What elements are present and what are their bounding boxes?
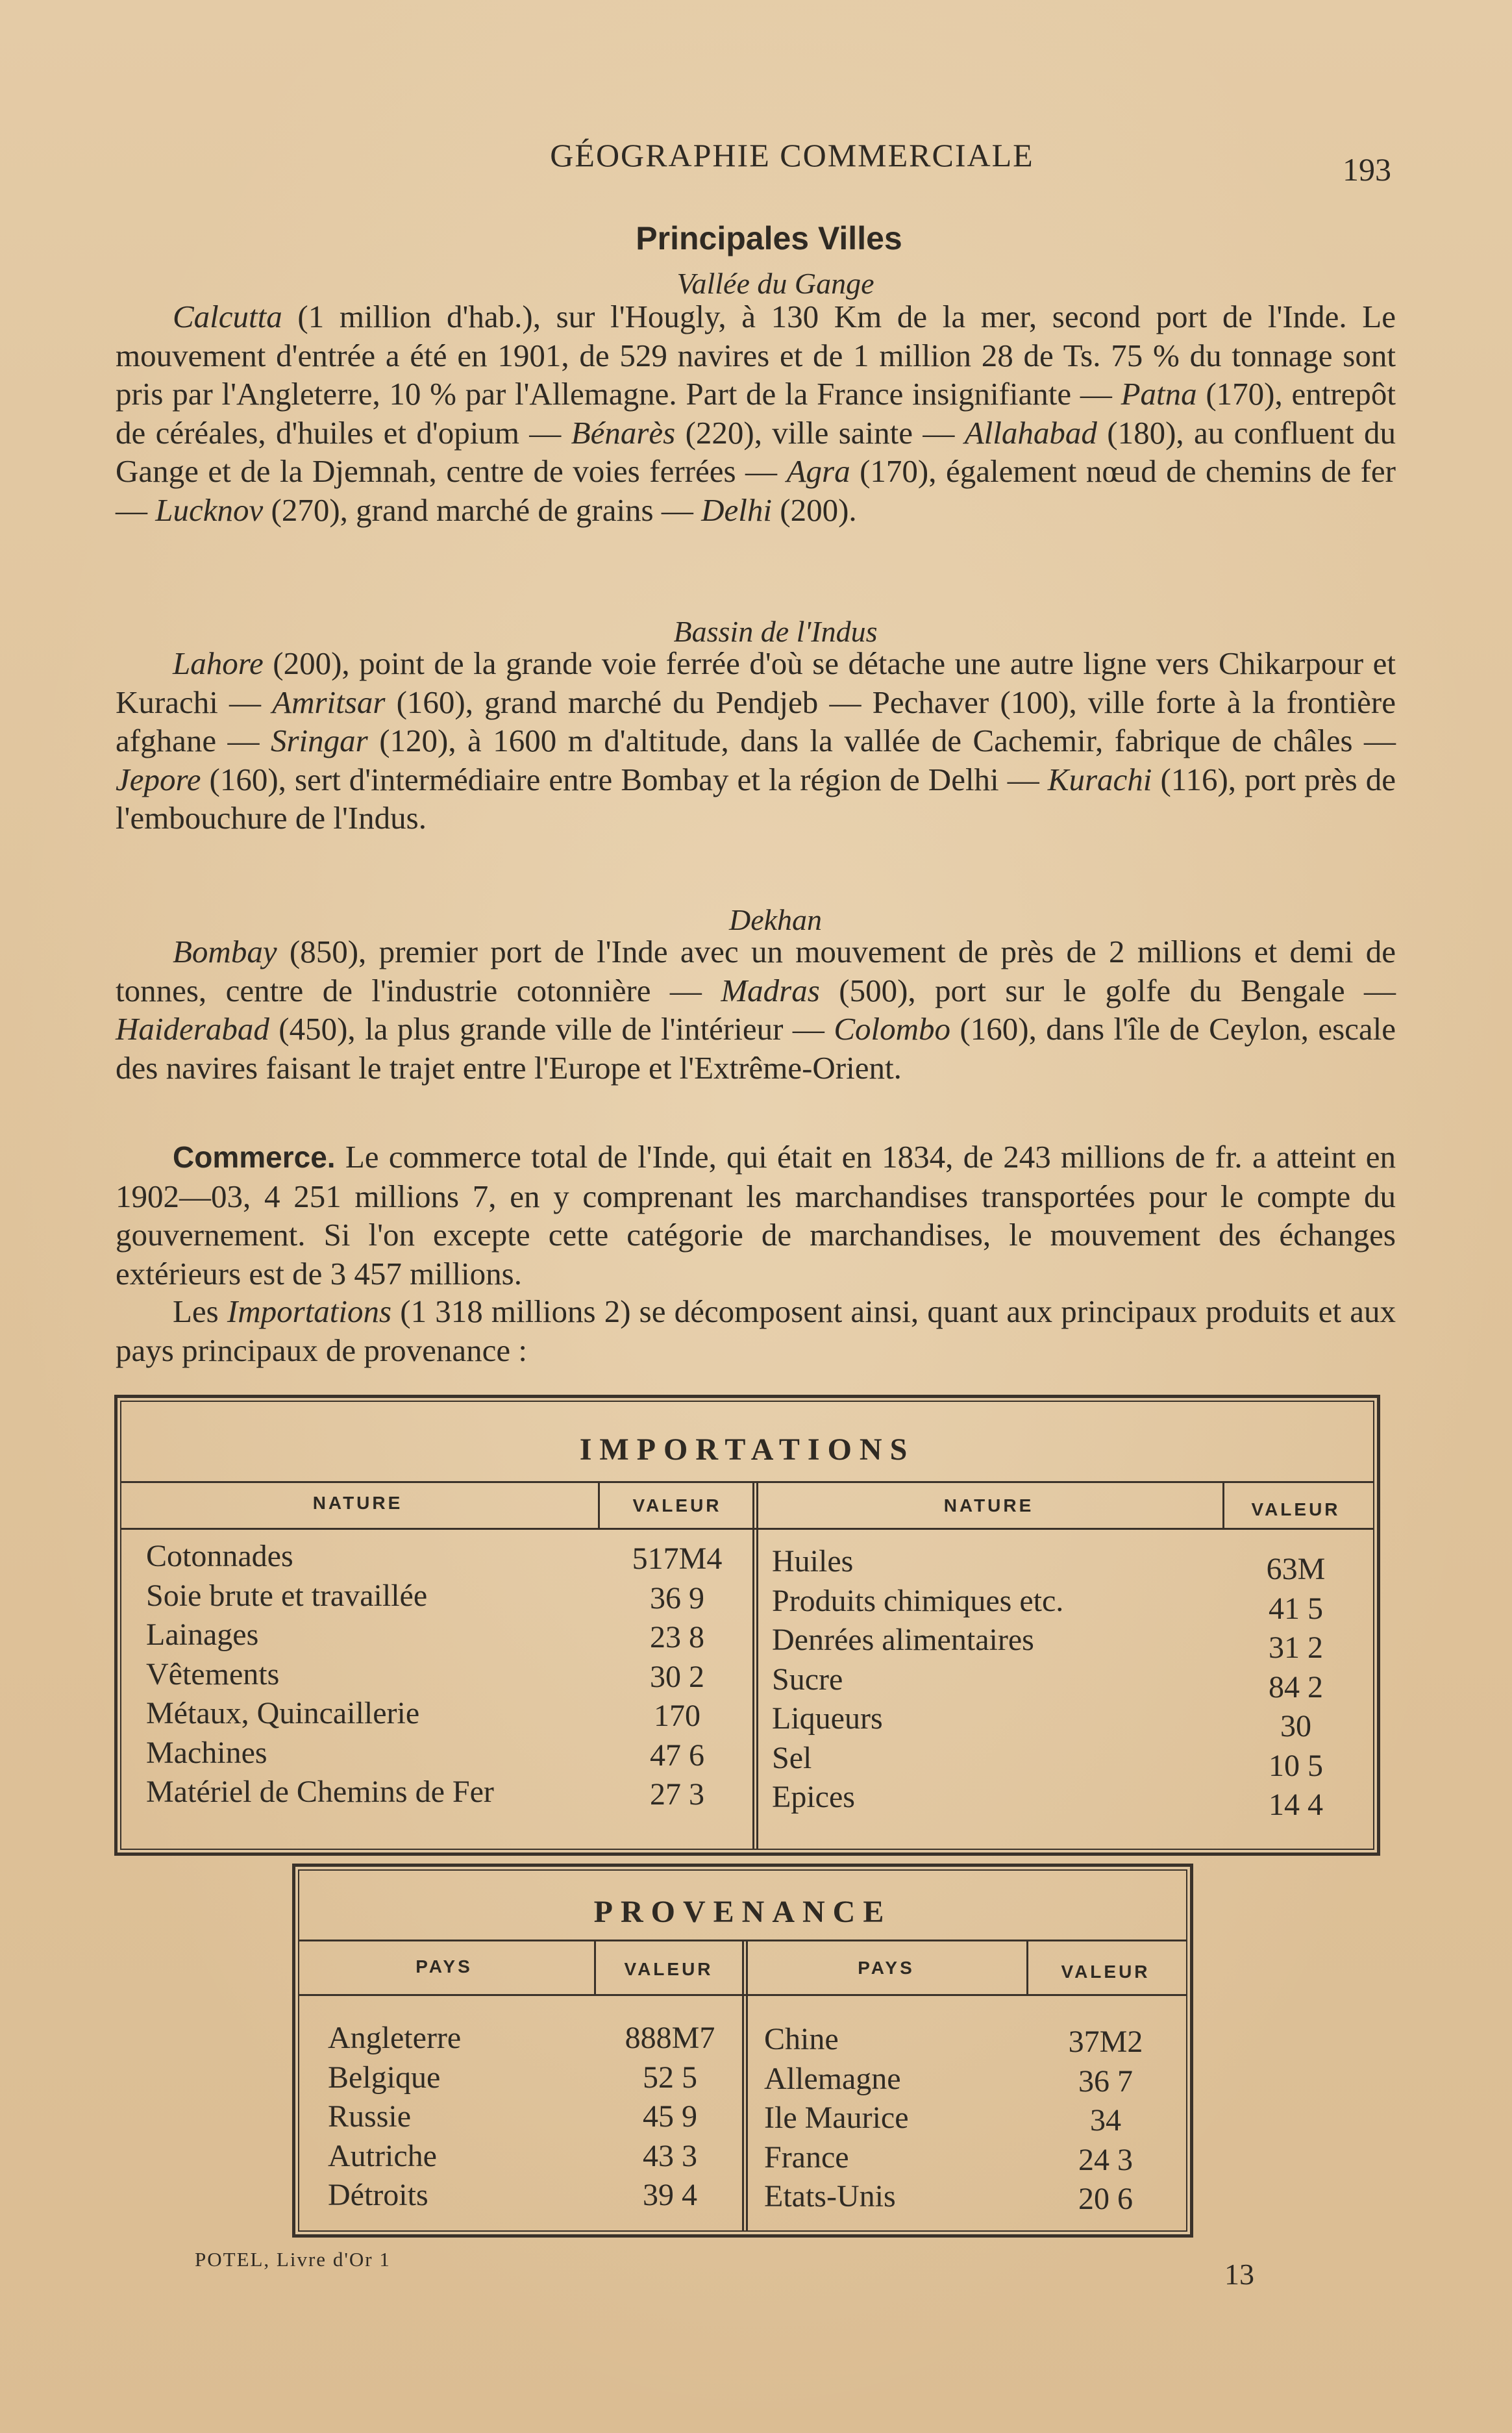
provenance-value: 20 6 — [1078, 2182, 1133, 2216]
import-item: Sel — [772, 1740, 812, 1775]
paragraph-text: Les — [173, 1293, 227, 1329]
country-name: Ile Maurice — [764, 2101, 909, 2135]
paragraph-text: (160), grand marché du Pendjeb — Pechaver (100), ville forte à la frontière afghane — — [116, 684, 1396, 758]
commerce-heading: Commerce. — [173, 1140, 336, 1174]
column-rule — [752, 1481, 754, 1849]
column-header-valeur: VALEUR — [1061, 1962, 1150, 1982]
column-rule — [1222, 1481, 1224, 1528]
import-item: Lainages — [146, 1617, 259, 1652]
country-name: Belgique — [328, 2060, 441, 2095]
city-name: Jepore — [116, 761, 201, 797]
paragraph-text: (450), la plus grande ville de l'intérieur — — [269, 1011, 834, 1047]
city-name: Sringar — [270, 723, 368, 758]
provenance-value: 45 9 — [643, 2099, 697, 2134]
table-rule — [121, 1528, 1373, 1530]
paragraph-dekhan — [116, 932, 1396, 1087]
importations-right-items — [772, 1542, 1220, 1817]
paragraph-text: (160), dans l'île de Ceylon, escale des navires faisant le trajet entre l'Europe et l'Extrême-Orient. — [116, 1011, 1396, 1086]
import-value: 36 9 — [650, 1580, 704, 1616]
import-value: 47 6 — [650, 1738, 704, 1773]
provenance-right-values — [1029, 2023, 1182, 2219]
paragraph-text: (200), point de la grande voie ferrée d'où se détache une autre ligne vers Chikarpour et Kurachi — — [116, 645, 1396, 720]
provenance-title: PROVENANCE — [593, 1895, 892, 1929]
importations-term: Importations — [227, 1293, 392, 1329]
table-rule — [121, 1481, 1373, 1483]
city-name: Kurachi — [1047, 761, 1152, 797]
import-item: Soie brute et travaillée — [146, 1578, 428, 1613]
column-header-nature: NATURE — [312, 1493, 403, 1513]
import-item: Liqueurs — [772, 1701, 883, 1736]
paragraph-text: (170), entrepôt de céréales, d'huiles et d'opium — — [116, 376, 1396, 451]
import-value: 31 2 — [1269, 1630, 1323, 1665]
import-value: 30 — [1280, 1709, 1311, 1743]
import-value: 170 — [654, 1699, 700, 1733]
import-value: 63M — [1266, 1552, 1326, 1586]
paragraph-text: (270), grand marché de grains — — [263, 492, 702, 528]
provenance-value: 36 7 — [1078, 2064, 1133, 2099]
provenance-value: 24 3 — [1078, 2142, 1133, 2177]
paragraph-text: (160), sert d'intermédiaire entre Bombay et la région de Delhi — — [201, 761, 1048, 797]
importations-title: IMPORTATIONS — [579, 1432, 915, 1467]
import-item: Produits chimiques etc. — [772, 1583, 1064, 1618]
provenance-value: 34 — [1090, 2103, 1121, 2138]
import-value: 84 2 — [1269, 1669, 1323, 1704]
city-name: Calcutta — [173, 299, 282, 334]
import-item: Métaux, Quincaillerie — [146, 1696, 420, 1730]
import-item: Denrées alimentaires — [772, 1623, 1034, 1657]
column-header-valeur: VALEUR — [624, 1959, 713, 1979]
city-name: Madras — [721, 972, 820, 1008]
paragraph-text: (500), port sur le golfe du Bengale — — [819, 972, 1396, 1008]
import-item: Cotonnades — [146, 1539, 293, 1573]
import-value: 23 8 — [650, 1620, 704, 1654]
column-header-valeur: VALEUR — [1251, 1499, 1341, 1519]
city-name: Allahabad — [964, 414, 1097, 451]
provenance-value: 39 4 — [643, 2178, 697, 2212]
paragraph-text: (850), premier port de l'Inde avec un mouvement de près de 2 millions et demi de tonnes, centre de l'industrie cotonnière — — [116, 934, 1396, 1008]
column-rule — [742, 1940, 744, 2230]
import-item: Machines — [146, 1735, 267, 1770]
paragraph-text: (220), ville sainte — — [675, 414, 965, 451]
paragraph-text: (1 million d'hab.), sur l'Hougly, à 130 Km de la mer, second port de l'Inde. Le mouvement d'entrée a été en 1901, de 529 navires et de 1 million 28 de Ts. 75 % du tonnage sont pris par l'Angleterre, 10 % par l'Allemagne. Part de la France insignifiante — — [116, 299, 1396, 412]
provenance-left-values — [598, 2019, 742, 2215]
paragraph-commerce — [116, 1138, 1396, 1293]
paragraph-text: Le commerce total de l'Inde, qui était en 1834, de 243 millions de fr. a atteint en 1902—03, 4 251 millions 7, en y comprenant les marchandises transportées pour le compte du gouvernement. Si l'on excepte cette catégorie de marchandises, le mouvement des échanges extérieurs est de 3 457 millions. — [116, 1139, 1396, 1291]
country-name: Russie — [328, 2099, 412, 2134]
paragraph-text: (180), au confluent du Gange et de la Djemnah, centre de voies ferrées — — [116, 414, 1396, 489]
importations-left-values — [602, 1540, 752, 1815]
importations-right-values — [1224, 1550, 1368, 1825]
paragraph-text: (200). — [772, 492, 857, 528]
import-value: 517M4 — [632, 1541, 723, 1576]
paragraph-importations-intro — [116, 1292, 1396, 1369]
provenance-value: 43 3 — [643, 2138, 697, 2173]
import-item: Huiles — [772, 1544, 854, 1578]
page-number: 193 — [1343, 151, 1391, 188]
provenance-left-countries — [328, 2019, 601, 2215]
import-item: Sucre — [772, 1662, 843, 1697]
subheading-indus: Bassin de l'Indus — [673, 615, 878, 648]
provenance-value: 52 5 — [643, 2060, 697, 2095]
city-name: Lahore — [173, 645, 264, 681]
city-name: Agra — [786, 453, 850, 489]
import-value: 30 2 — [650, 1659, 704, 1694]
paragraph-text: (1 318 millions 2) se décomposent ainsi, quant aux principaux produits et aux pays principaux de provenance : — [116, 1293, 1396, 1368]
city-name: Lucknov — [155, 492, 264, 528]
country-name: Détroits — [328, 2178, 428, 2212]
provenance-table — [292, 1864, 1193, 2238]
sheet-number: 13 — [1224, 2258, 1254, 2291]
country-name: Autriche — [328, 2138, 437, 2173]
provenance-value: 37M2 — [1068, 2025, 1143, 2059]
city-name: Haiderabad — [116, 1011, 269, 1047]
column-rule — [756, 1481, 758, 1849]
import-value: 10 5 — [1269, 1748, 1323, 1783]
country-name: France — [764, 2140, 849, 2175]
column-header-pays: PAYS — [415, 1956, 473, 1977]
country-name: Angleterre — [328, 2021, 462, 2055]
printer-signature: POTEL, Livre d'Or 1 — [195, 2248, 391, 2271]
import-value: 14 4 — [1269, 1788, 1323, 1822]
country-name: Chine — [764, 2022, 839, 2056]
city-name: Colombo — [834, 1011, 950, 1047]
paragraph-indus — [116, 644, 1396, 838]
section-title: Principales Villes — [636, 220, 902, 256]
subheading-dekhan: Dekhan — [728, 903, 823, 936]
column-header-valeur: VALEUR — [632, 1495, 722, 1516]
import-value: 41 5 — [1269, 1591, 1323, 1626]
city-name: Bénarès — [571, 414, 676, 451]
city-name: Patna — [1121, 376, 1197, 412]
subheading-ganges: Vallée du Gange — [676, 267, 874, 300]
column-rule — [594, 1940, 596, 1994]
importations-left-items — [146, 1537, 601, 1812]
paragraph-text: (120), à 1600 m d'altitude, dans la vallée de Cachemir, fabrique de châles — — [367, 723, 1396, 758]
column-header-nature: NATURE — [943, 1495, 1034, 1516]
import-item: Epices — [772, 1780, 855, 1814]
country-name: Etats-Unis — [764, 2179, 896, 2214]
provenance-value: 888M7 — [625, 2021, 715, 2055]
column-rule — [598, 1481, 600, 1528]
import-item: Matériel de Chemins de Fer — [146, 1775, 494, 1809]
city-name: Bombay — [173, 934, 277, 969]
importations-table — [114, 1395, 1380, 1856]
country-name: Allemagne — [764, 2061, 901, 2096]
column-header-pays: PAYS — [858, 1958, 915, 1978]
column-rule — [746, 1940, 748, 2230]
city-name: Delhi — [701, 492, 772, 528]
provenance-right-countries — [764, 2020, 1024, 2217]
city-name: Amritsar — [272, 684, 386, 720]
paragraph-text: (116), port près de l'embouchure de l'Indus. — [116, 761, 1396, 836]
import-value: 27 3 — [650, 1777, 704, 1812]
column-rule — [1026, 1940, 1028, 1994]
paragraph-text: (170), également nœud de chemins de fer — — [116, 453, 1396, 528]
running-title: GÉOGRAPHIE COMMERCIALE — [550, 137, 1034, 173]
import-item: Vêtements — [146, 1656, 280, 1691]
paragraph-ganges — [116, 297, 1396, 529]
